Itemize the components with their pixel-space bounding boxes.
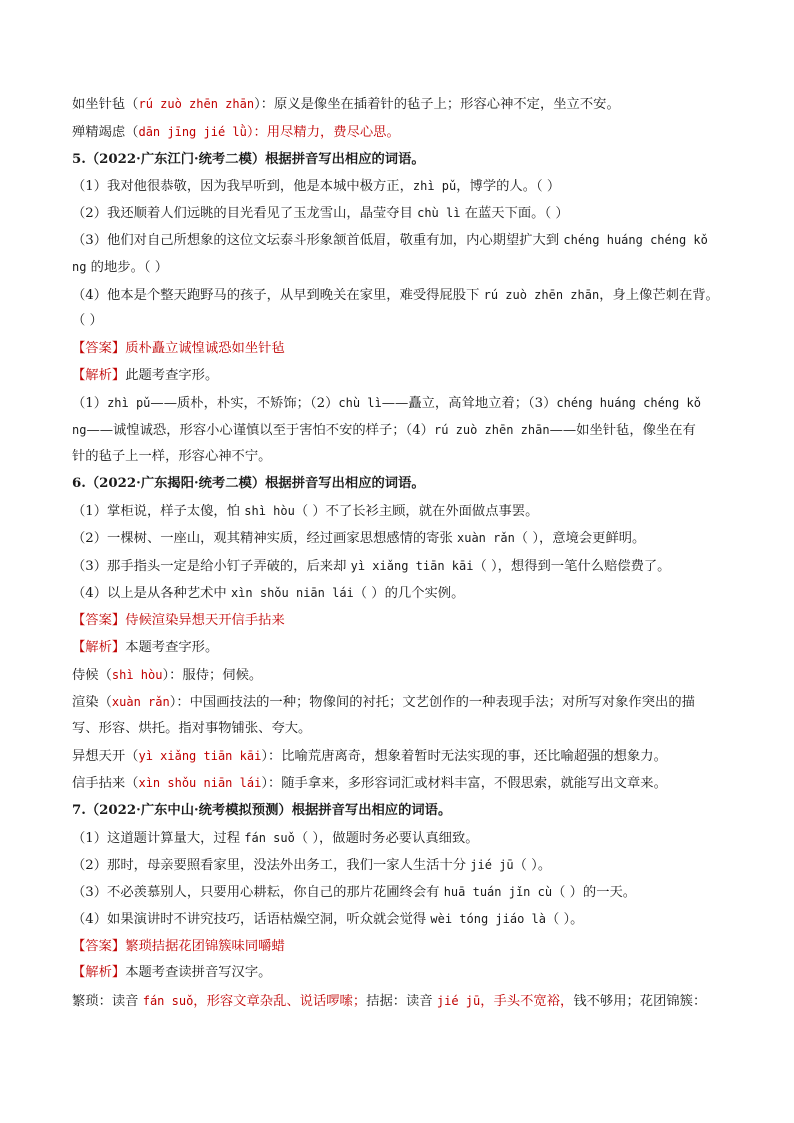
line-text: 渲染（ [72,695,112,710]
line-text: （ ）的几个实例。 [353,586,465,601]
line-text: （1） [72,396,108,411]
line-text: ——质朴，朴实，不矫饰；（2） [150,396,339,411]
text-line [72,231,732,250]
line-text: （2）我还顺着人们远眺的目光看见了玉龙雪山，晶莹夺目 [72,206,418,221]
pinyin-text: rú zuò zhēn zhān [433,423,550,437]
pinyin-text: chù lì [417,206,461,220]
text-line [72,964,732,982]
line-text: ，身上像芒刺在背。 [599,288,719,303]
text-line [72,340,732,358]
text-line [72,475,732,493]
pinyin-text: dān jīng jié lǜ [138,125,247,139]
text-line [72,286,732,305]
line-text: 【答案】 [72,939,126,954]
pinyin-text: chù lì [338,396,382,410]
pinyin-text: xuàn rǎn [457,531,515,545]
text-line [72,448,732,466]
line-text: （3）不必羡慕别人，只要用心耕耘，你自己的那片花圃终会有 [72,885,444,900]
line-text: 本题考查读拼音写汉字。 [125,965,272,980]
line-text: 拮据：读音 [366,994,437,1009]
line-text: （2）一棵树、一座山，观其精神实质，经过画家思想感情的寄张 [72,531,457,546]
text-line [72,584,732,603]
line-text: 写、形容、烘托。指对事物铺张、夸大。 [72,721,312,736]
line-text: 侍候渲染异想天开信手拈来 [125,613,285,628]
line-text: （4）如果演讲时不讲究技巧，话语枯燥空洞，听众就会觉得 [72,912,431,927]
text-line [72,856,732,875]
text-line [72,312,732,330]
line-text: 殚精竭虑（ [72,125,139,140]
text-line [72,394,732,413]
pinyin-text: rú zuò zhēn zhān [483,288,600,302]
line-text: ，博学的人。（ ） [456,179,561,194]
text-line [72,502,732,521]
line-text: ）：用尽精力，费尽心思。 [246,125,400,140]
pinyin-text: shì hòu [244,504,295,518]
line-text: （ ）不了长衫主顾，就在外面做点事罢。 [294,504,539,519]
pinyin-text: zhì pǔ [412,179,457,193]
line-text: ——诚惶诚恐，形容小心谨慎以至于害怕不安的样子；（4） [86,423,434,438]
pinyin-text: shì hòu [111,668,163,682]
line-text: （1）我对他很恭敬，因为我早听到，他是本城中极方正， [72,179,413,194]
pinyin-text: ng [72,423,87,437]
line-text: 在蓝天下面。（ ） [460,206,569,221]
line-text: 【解析】 [72,640,126,655]
line-text: （1）掌柜说，样子太傻，怕 [72,504,245,519]
pinyin-text: rú zuò zhēn zhān [138,97,255,111]
pinyin-text: zhì pǔ [107,396,151,410]
line-text: 6.（2022·广东揭阳·统考二模）根据拼音写出相应的词语。 [72,476,425,491]
line-text: ）：中国画技法的一种；物像间的衬托；文艺创作的一种表现手法；对所写对象作突出的描 [169,695,695,710]
line-text: （ ） [72,313,103,328]
pinyin-text: chéng huáng chéng kǒ [563,233,708,247]
line-text: ）：服侍；伺候。 [162,668,263,683]
line-text: ）：随手拿来，多形容词汇或材料丰富，不假思索，就能写出文章来。 [261,776,667,791]
line-text: （ ），意境会更鲜明。 [514,531,646,546]
line-text: 异想天开（ [72,749,139,764]
pinyin-text: chéng huáng chéng kǒ [556,396,701,410]
pinyin-text: jié jū [470,858,514,872]
line-text: ——如坐针毡，像坐在有 [549,423,696,438]
line-text: 的地步。（ ） [86,260,169,275]
pinyin-text: jié jū [436,994,481,1008]
line-text: 本题考查字形。 [125,640,219,655]
line-text: 此题考查字形。 [125,368,219,383]
text-line [72,612,732,630]
pinyin-text: fán suǒ [244,831,295,845]
text-line [72,992,732,1011]
line-text: ）：原义是像坐在插着针的毡子上；形容心神不定，坐立不安。 [254,97,620,112]
line-text: ，形容文章杂乱、说话啰嗦； [193,994,367,1009]
line-text: （ ），做题时务必要认真细致。 [294,831,479,846]
pinyin-text: huā tuán jǐn cù [443,885,553,899]
line-text: 信手拈来（ [72,776,139,791]
line-text: 5.（2022·广东江门·统考二模）根据拼音写出相应的词语。 [72,152,425,167]
text-line [72,693,732,712]
text-line [72,95,732,114]
line-text: 侍候（ [72,668,112,683]
text-line [72,258,732,277]
line-text: （3）那手指头一定是给小钉子弄破的，后来却 [72,559,351,574]
text-line [72,367,732,385]
text-line [72,747,732,766]
line-text: （3）他们对自己所想象的这位文坛泰斗形象颔首低眉，敬重有加，内心期望扩大到 [72,233,564,248]
line-text: 【答案】 [72,613,126,628]
pinyin-text: fán suǒ [142,994,194,1008]
line-text: （1）这道题计算量大，过程 [72,831,245,846]
line-text: 【解析】 [72,965,126,980]
text-line [72,829,732,848]
text-line [72,883,732,902]
text-line [72,639,732,657]
text-line [72,177,732,196]
text-line [72,204,732,223]
line-text: （4）以上是从各种艺术中 [72,586,231,601]
text-line [72,557,732,576]
text-line [72,938,732,956]
line-text: 繁琐：读音 [72,994,143,1009]
line-text: （ ）。 [513,858,552,873]
line-text: （ ），想得到一笔什么赔偿费了。 [473,559,671,574]
line-text: 钱不够用；花团锦簇： [573,994,707,1009]
line-text: ）：比喻荒唐离奇，想象着暂时无法实现的事，还比喻超强的想象力。 [261,749,667,764]
text-line [72,802,732,820]
text-line [72,421,732,440]
line-text: 【解析】 [72,368,126,383]
pinyin-text: yì xiǎng tiān kāi [138,749,262,763]
line-text: （ ）。 [546,912,584,927]
line-text: 如坐针毡（ [72,97,139,112]
pinyin-text: ng [72,260,87,274]
line-text: 繁琐拮据花团锦簇味同嚼蜡 [125,939,285,954]
line-text: ——矗立，高耸地立着；（3） [381,396,557,411]
pinyin-text: yì xiǎng tiān kāi [350,559,474,573]
line-text: （2）那时，母亲要照看家里，没法外出务工，我们一家人生活十分 [72,858,471,873]
line-text: （ ）的一天。 [552,885,637,900]
text-line [72,774,732,793]
text-line [72,529,732,548]
text-line [72,666,732,685]
line-text: （4）他本是个整天跑野马的孩子，从早到晚关在家里，难受得屁股下 [72,288,484,303]
text-line [72,720,732,738]
text-line [72,123,732,142]
text-line [72,910,732,929]
line-text: 7.（2022·广东中山·统考模拟预测）根据拼音写出相应的词语。 [72,803,452,818]
pinyin-text: xuàn rǎn [111,695,170,709]
pinyin-text: xìn shǒu niān lái [230,586,354,600]
line-text: ，手头不宽裕， [480,994,574,1009]
pinyin-text: xìn shǒu niān lái [138,776,262,790]
pinyin-text: wèi tóng jiáo là [430,912,546,926]
line-text: 质朴矗立诚惶诚恐如坐针毡 [125,341,285,356]
line-text: 【答案】 [72,341,126,356]
text-line [72,151,732,169]
line-text: 针的毡子上一样，形容心神不宁。 [72,449,272,464]
